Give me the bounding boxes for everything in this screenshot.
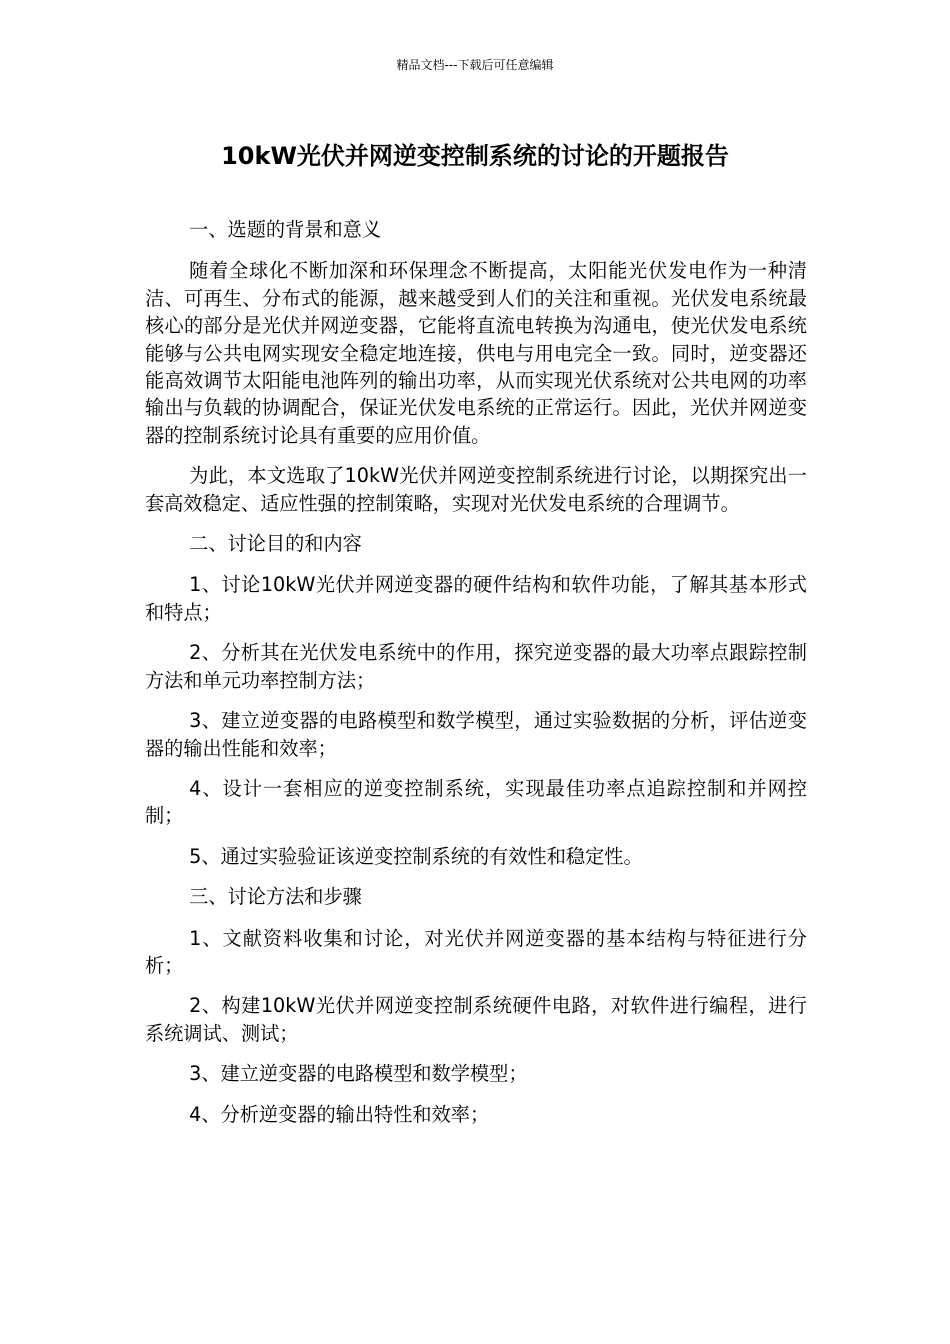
list-item-objective-5: 5、通过实验验证该逆变控制系统的有效性和稳定性。 xyxy=(189,844,643,868)
paragraph-purpose: 为此，本文选取了10kW光伏并网逆变控制系统进行讨论，以期探究出一套高效稳定、适应性强的控制策略，实现对光伏发电系统的合理调节。 xyxy=(145,464,807,515)
paragraph-background: 随着全球化不断加深和环保理念不断提高，太阳能光伏发电作为一种清洁、可再生、分布式的能源，越来越受到人们的关注和重视。光伏发电系统最核心的部分是光伏并网逆变器，它能将直流电转换为沟通电，使光伏发电系统能够与公共电网实现安全稳定地连接，供电与用电完全一致。同时，逆变器还能高效调节太阳能电池阵列的输出功率，从而实现光伏系统对公共电网的功率输出与负载的协调配合，保证光伏发电系统的正常运行。因此，光伏并网逆变器的控制系统讨论具有重要的应用价值。 xyxy=(145,259,807,447)
list-item-objective-4: 4、设计一套相应的逆变控制系统，实现最佳功率点追踪控制和并网控制； xyxy=(145,776,807,828)
list-item-objective-3: 3、建立逆变器的电路模型和数学模型，通过实验数据的分析，评估逆变器的输出性能和效率； xyxy=(145,709,807,760)
list-item-method-2: 2、构建10kW光伏并网逆变控制系统硬件电路，对软件进行编程，进行系统调试、测试； xyxy=(145,994,807,1045)
list-item-objective-2: 2、分析其在光伏发电系统中的作用，探究逆变器的最大功率点跟踪控制方法和单元功率控制方法； xyxy=(145,641,807,692)
section-heading-background: 一、选题的背景和意义 xyxy=(189,218,382,241)
document-body xyxy=(145,216,807,1141)
page-header: 精品文档---下载后可任意编辑 xyxy=(396,58,554,72)
list-item-method-4: 4、分析逆变器的输出特性和效率； xyxy=(189,1102,490,1126)
list-item-objective-1: 1、讨论10kW光伏并网逆变器的硬件结构和软件功能，了解其基本形式和特点； xyxy=(145,573,807,624)
section-heading-objectives: 二、讨论目的和内容 xyxy=(189,532,362,556)
section-heading-methods: 三、讨论方法和步骤 xyxy=(189,885,362,909)
list-item-method-3: 3、建立逆变器的电路模型和数学模型； xyxy=(189,1062,528,1086)
list-item-method-1: 1、文献资料收集和讨论，对光伏并网逆变器的基本结构与特征进行分析； xyxy=(145,926,807,977)
document-title: 10kW光伏并网逆变控制系统的讨论的开题报告 xyxy=(221,142,729,170)
